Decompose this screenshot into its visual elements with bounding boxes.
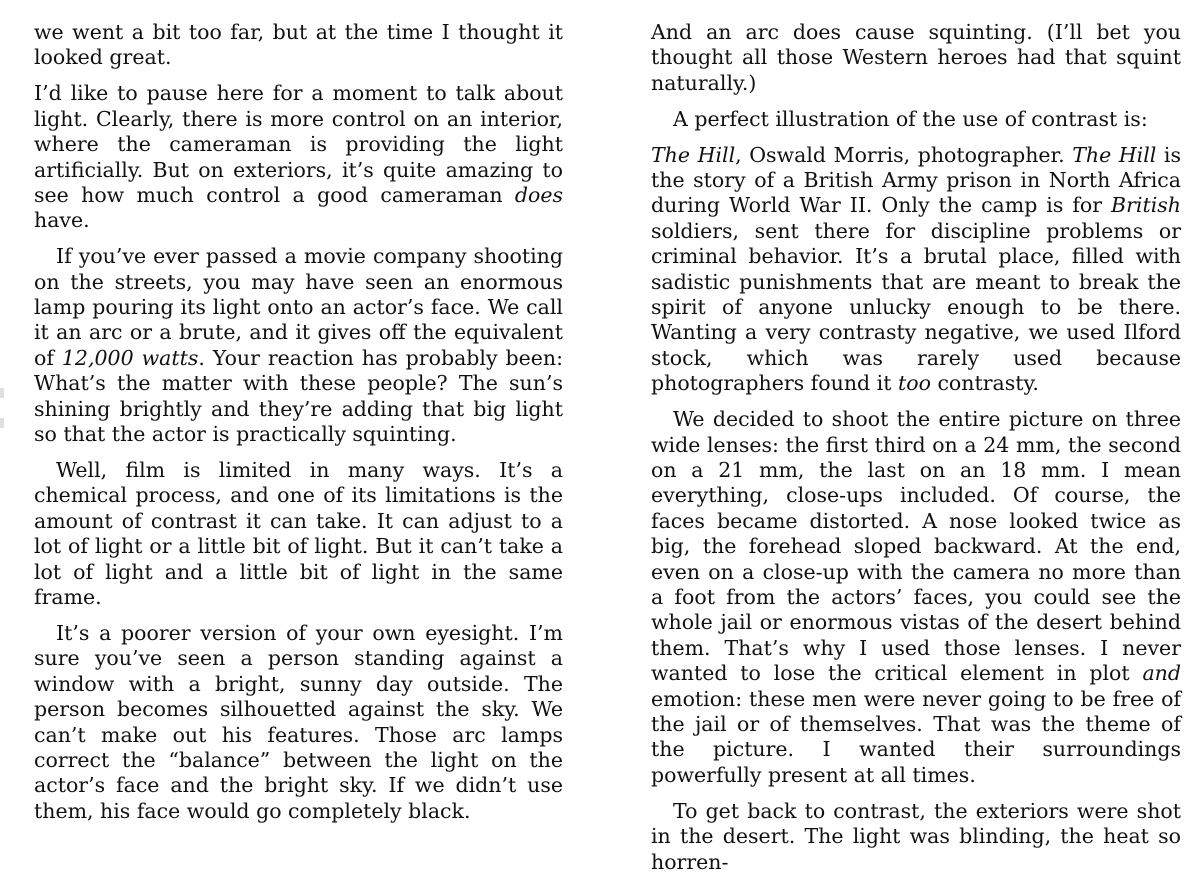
paragraph bbox=[34, 81, 563, 233]
emphasis: and bbox=[1142, 661, 1181, 686]
scan-edge-mark bbox=[0, 388, 4, 398]
right-page-column bbox=[651, 20, 1181, 886]
paragraph: To get back to contrast, the exteriors were shot in the desert. The light was blinding, the heat so horren- bbox=[651, 798, 1181, 874]
emphasis: does bbox=[514, 182, 563, 207]
text-run: contrasty. bbox=[930, 371, 1039, 396]
emphasis: 12,000 watts bbox=[61, 345, 199, 370]
paragraph: we went a bit too far, but at the time I thought it looked great. bbox=[34, 20, 563, 70]
text-run: I’d like to pause here for a moment to talk about light. Clearly, there is more control on an interior, where the cameraman is providing the light artificially. But on exteriors, it’s quite amazing to see how much control a good cameraman bbox=[34, 81, 563, 207]
emphasis: too bbox=[897, 371, 931, 396]
paragraph bbox=[651, 143, 1181, 397]
paragraph: And an arc does cause squinting. (I’ll bet you thought all those Western heroes had that squint naturally.) bbox=[651, 20, 1181, 95]
left-page-column bbox=[34, 20, 563, 835]
scan-edge-mark bbox=[0, 418, 4, 428]
text-run: If you’ve ever passed a movie company shooting on the streets, you may have seen an enormous lamp pouring its light onto an actor’s face. We call it an arc or a brute, and it gives off the equivalent of bbox=[34, 244, 563, 370]
text-run: have. bbox=[34, 208, 90, 233]
text-run: . Your reaction has probably been: What’s the matter with these people? The sun’s shining brightly and they’re adding that big light so that the actor is practically squinting. bbox=[34, 345, 563, 447]
text-run: We decided to shoot the entire picture on three wide lenses: the first third on a 24 mm, the second on a 21 mm, the last on an 18 mm. I mean everything, close-ups included. Of course, the faces became distorted. A nose looked twice as big, the forehead sloped backward. At the end, even on a close-up with the camera no more than a foot from the actors’ faces, you could see the whole jail or enormous vistas of the desert behind them. That’s why I used those lenses. I never wanted to lose the critical element in plot bbox=[651, 407, 1181, 686]
text-run: emotion: these men were never going to be free of the jail or of themselves. That was the theme of the picture. I wanted their surroundings powerfully present at all times. bbox=[651, 686, 1181, 787]
paragraph: It’s a poorer version of your own eyesight. I’m sure you’ve seen a person standing against a window with a bright, sunny day outside. The person becomes silhouetted against the sky. We can’t make out his features. Those arc lamps correct the “balance” between the light on the actor’s face and the bright sky. If we didn’t use them, his face would go completely black. bbox=[34, 620, 563, 823]
paragraph bbox=[651, 407, 1181, 788]
film-title: The Hill bbox=[1072, 142, 1157, 167]
paragraph bbox=[34, 244, 563, 447]
paragraph: Well, film is limited in many ways. It’s a chemical process, and one of its limitations is the amount of contrast it can take. It can adjust to a lot of light or a little bit of light. But it can’t take a lot of light and a little bit of light in the same frame. bbox=[34, 458, 563, 610]
text-run: , Oswald Morris, photographer. bbox=[735, 142, 1073, 167]
film-title: The Hill bbox=[651, 142, 736, 167]
paragraph: A perfect illustration of the use of contrast is: bbox=[673, 106, 1148, 131]
text-run: is the story of a British Army prison in North Africa during World War II. Only the camp is for bbox=[651, 142, 1182, 218]
emphasis: British bbox=[1111, 193, 1181, 218]
text-run: soldiers, sent there for discipline problems or criminal behavior. It’s a brutal place, filled with sadistic punishments that are meant to break the spirit of anyone unlucky enough to be there. Wanting a very contrasty negative, we used Ilford stock, which was rarely used because photographers found it bbox=[651, 218, 1181, 396]
